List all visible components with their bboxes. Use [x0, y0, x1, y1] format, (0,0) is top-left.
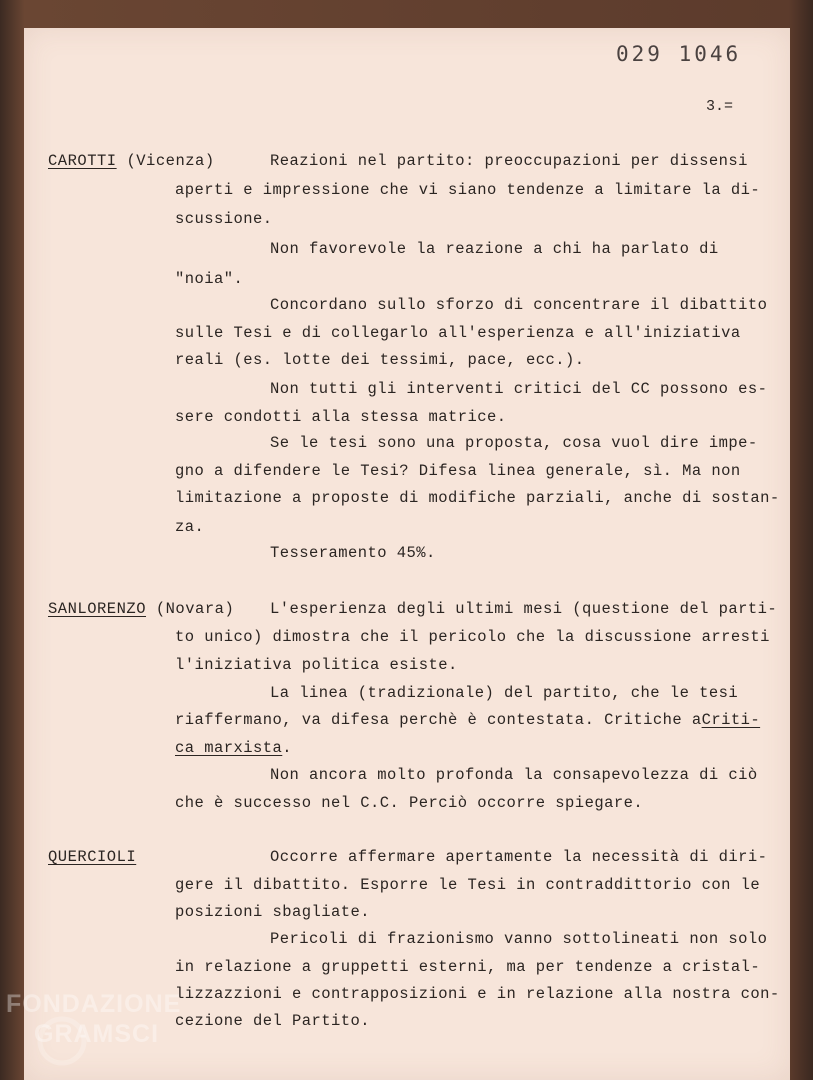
- paragraph-line: Se le tesi sono una proposta, cosa vuol dire impe-: [270, 434, 758, 452]
- watermark-line1: FONDAZIONE: [6, 990, 182, 1018]
- paragraph-line: Non ancora molto profonda la consapevolezza di ciò: [270, 766, 758, 784]
- paragraph-line: in relazione a gruppetti esterni, ma per tendenze a cristal-: [175, 958, 761, 976]
- underlined-phrase: Criti-: [701, 711, 761, 729]
- paragraph-line: [175, 711, 760, 729]
- paragraph-line: "noia".: [175, 270, 244, 288]
- paragraph-line: Non favorevole la reazione a chi ha parlato di: [270, 240, 719, 258]
- speaker-quercioli: [48, 848, 136, 866]
- speaker-name: SANLORENZO: [48, 600, 147, 618]
- line-text: riaffermano, va difesa perchè è contestata. Critiche a: [175, 711, 702, 729]
- paragraph-line: Concordano sullo sforzo di concentrare il dibattito: [270, 296, 768, 314]
- paragraph-line: gere il dibattito. Esporre le Tesi in contraddittorio con le: [175, 876, 761, 894]
- paragraph-line: Tesseramento 45%.: [270, 544, 436, 562]
- paragraph-line: [175, 739, 292, 757]
- speaker-place: (Novara): [155, 600, 235, 618]
- paragraph-line: sere condotti alla stessa matrice.: [175, 408, 507, 426]
- line-text: .: [282, 739, 293, 757]
- underlined-phrase: ca marxista: [175, 739, 283, 757]
- speaker-name: QUERCIOLI: [48, 848, 137, 866]
- speaker-name: CAROTTI: [48, 152, 117, 170]
- paragraph-line: scussione.: [175, 210, 273, 228]
- paragraph-line: aperti e impressione che vi siano tendenze a limitare la di-: [175, 181, 761, 199]
- paragraph-line: limitazione a proposte di modifiche parziali, anche di sostan-: [175, 489, 780, 507]
- speaker-sanlorenzo: [48, 600, 234, 618]
- speaker-carotti: [48, 152, 215, 170]
- paragraph-line: to unico) dimostra che il pericolo che la discussione arresti: [175, 628, 770, 646]
- paragraph-line: Occorre affermare apertamente la necessità di diri-: [270, 848, 768, 866]
- paragraph-line: gno a difendere le Tesi? Difesa linea generale, sì. Ma non: [175, 462, 741, 480]
- paragraph-line: Non tutti gli interventi critici del CC possono es-: [270, 380, 768, 398]
- paragraph-line: cezione del Partito.: [175, 1012, 371, 1030]
- page-number: 3.=: [706, 98, 734, 115]
- paragraph-line: L'esperienza degli ultimi mesi (questione del parti-: [270, 600, 778, 618]
- fondazione-gramsci-watermark: [6, 990, 216, 1070]
- paragraph-line: l'iniziativa politica esiste.: [175, 656, 458, 674]
- archive-number: 029 1046: [616, 42, 742, 66]
- paragraph-line: za.: [175, 518, 205, 536]
- speaker-place: (Vicenza): [126, 152, 215, 170]
- paragraph-line: posizioni sbagliate.: [175, 903, 371, 921]
- paragraph-line: sulle Tesi e di collegarlo all'esperienza e all'iniziativa: [175, 324, 741, 342]
- paragraph-line: Pericoli di frazionismo vanno sottolineati non solo: [270, 930, 768, 948]
- paragraph-line: che è successo nel C.C. Perciò occorre spiegare.: [175, 794, 644, 812]
- paragraph-line: lizzazzioni e contrapposizioni e in relazione alla nostra con-: [175, 985, 780, 1003]
- watermark-line2: GRAMSCI: [34, 1020, 160, 1048]
- paragraph-line: reali (es. lotte dei tessimi, pace, ecc.).: [175, 351, 585, 369]
- paragraph-line: La linea (tradizionale) del partito, che le tesi: [270, 684, 739, 702]
- paragraph-line: Reazioni nel partito: preoccupazioni per dissensi: [270, 152, 748, 170]
